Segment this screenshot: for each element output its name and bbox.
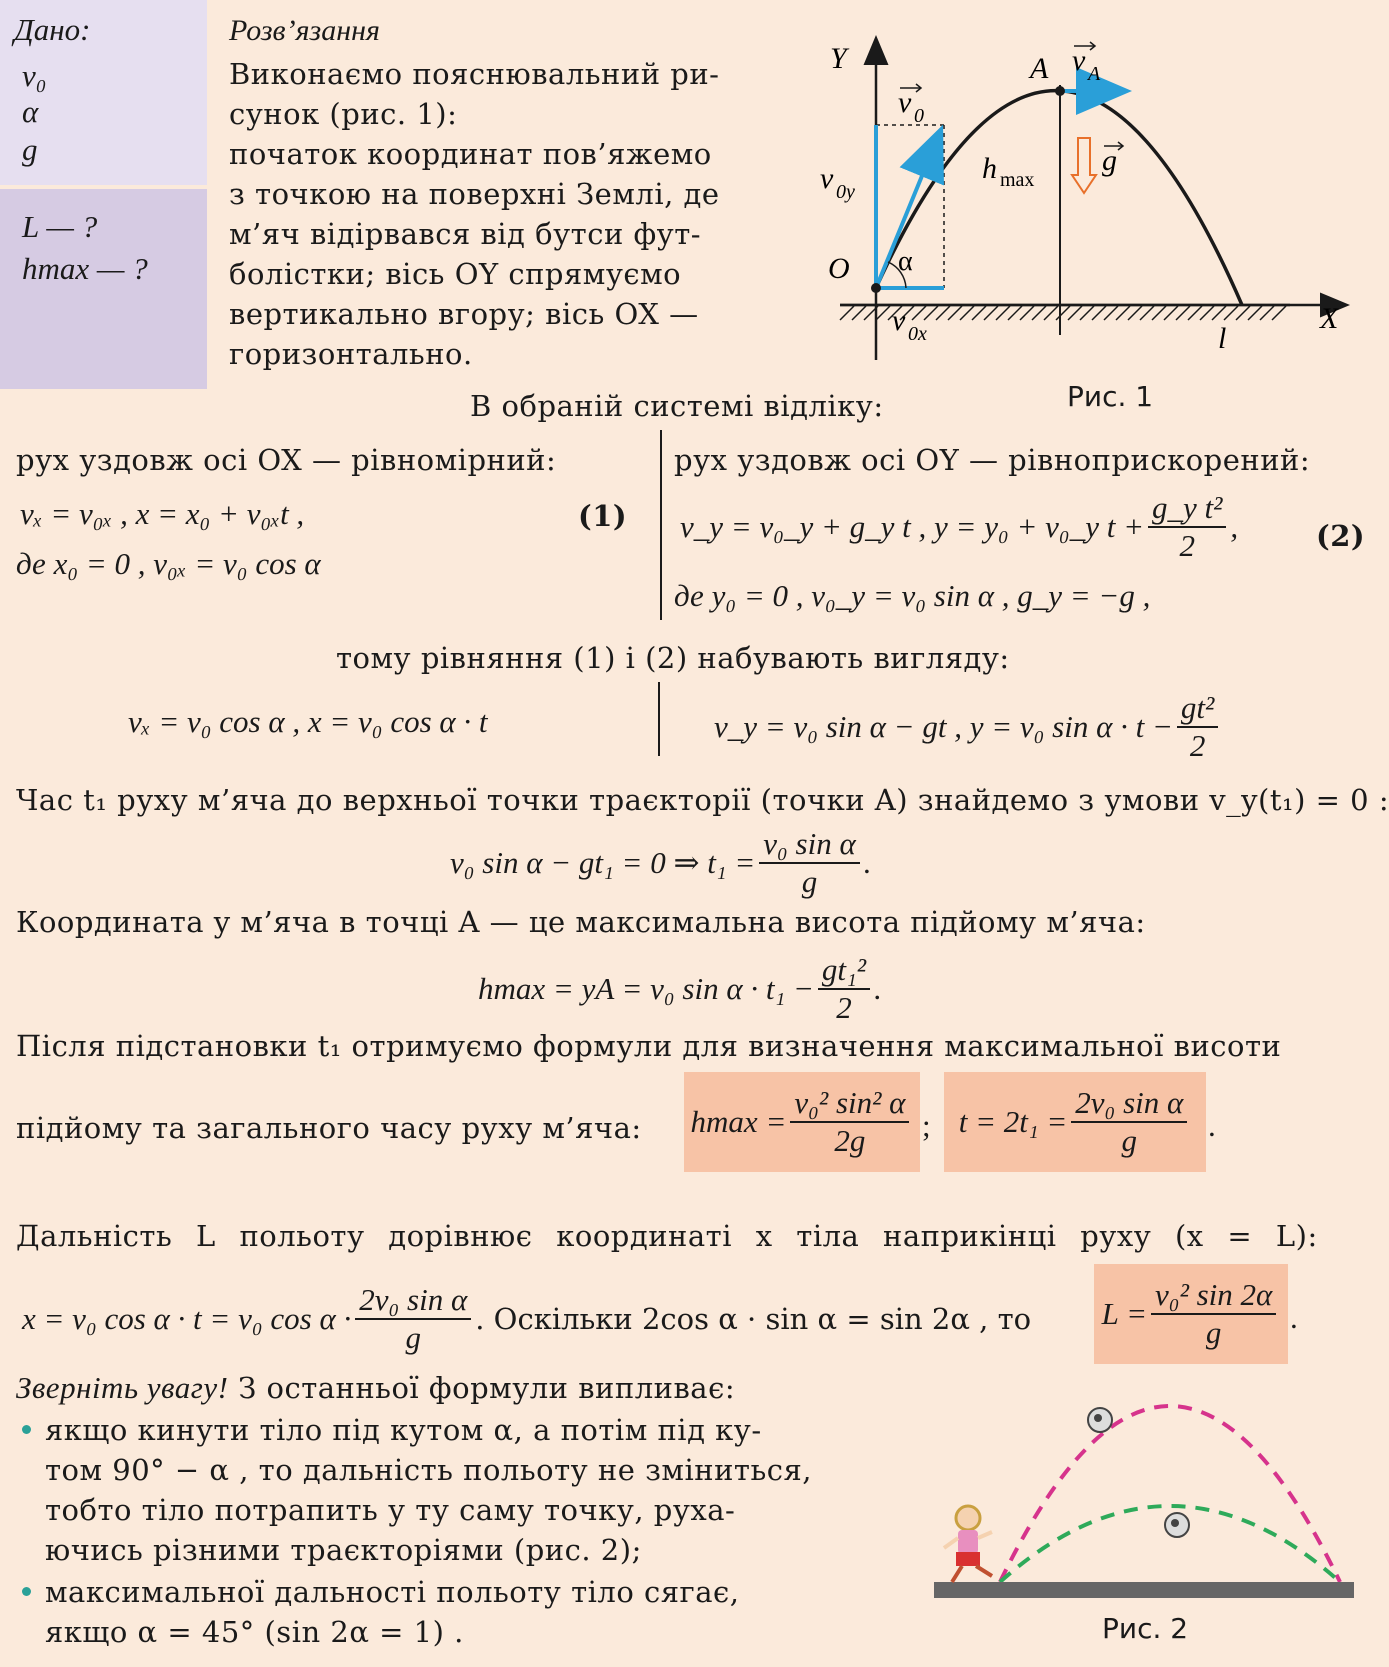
- eq-tag-2: (2): [1316, 519, 1366, 553]
- label-v0x-sub: 0x: [908, 323, 927, 345]
- figure1-trajectory-diagram: [820, 30, 1370, 370]
- eq-tag-1: (1): [578, 499, 628, 533]
- intro-line: м’яч відірвався від бутси фут-: [229, 217, 702, 251]
- label-y-axis: Y: [830, 42, 847, 75]
- frac-num: v₀ sin α: [759, 826, 860, 864]
- note-heading: [16, 1368, 735, 1408]
- bullet1-line: якщо кинути тіло під кутом α, а потім під ку-: [45, 1413, 762, 1447]
- time-eq: v₀ sin α − gt₁ = 0 ⇒ t₁ = $\frac{\text{v₀ sin α}}{g}$ .: [450, 826, 872, 899]
- subst-line1: Після підстановки t₁ отримуємо формули для визначення максимальної висоти: [16, 1029, 1282, 1063]
- coord-line: Координата y м’яча в точці A — це максимальна висота підйому м’яча:: [16, 905, 1146, 939]
- bullet1-line: ючись різними траєкторіями (рис. 2);: [45, 1533, 642, 1567]
- hmax-eq: hmax = yA = v₀ sin α · t₁ − $\frac{\text{gt₁²}}{2}$ .: [478, 952, 882, 1025]
- ground-bar: [934, 1582, 1354, 1598]
- formula-hmax-box: [684, 1072, 920, 1172]
- range-eq-fraction: [355, 1282, 471, 1356]
- hatch-mark: [1164, 306, 1178, 320]
- label-vA-sub: A: [1088, 63, 1101, 85]
- frac-num: gt₁²: [818, 952, 870, 990]
- hatch-mark: [1176, 306, 1190, 320]
- hatch-mark: [1116, 306, 1130, 320]
- note-bullet-1: [22, 1410, 822, 1570]
- hatch-mark: [1248, 306, 1262, 320]
- find-hmax: hmax — ?: [22, 251, 148, 286]
- eq-left-final: vₓ = v₀ cos α , x = v₀ cos α · t: [128, 704, 488, 739]
- transform-line: тому рівняння (1) і (2) набувають вигляду:: [336, 641, 1010, 675]
- apex-point: [1055, 86, 1065, 96]
- column-divider: [660, 430, 662, 620]
- ball-icon: [1165, 1513, 1189, 1537]
- ground-hatch: [840, 305, 1290, 320]
- label-v0y: v: [820, 162, 834, 195]
- figure2-caption: Рис. 2: [1102, 1612, 1189, 1645]
- frac-den: 2: [836, 990, 852, 1025]
- time-eq-fraction: [759, 826, 860, 900]
- eq-right-final: [714, 690, 1222, 764]
- hatch-mark: [960, 306, 974, 320]
- formula-L-box: [1094, 1264, 1288, 1364]
- frac-num: 2v₀ sin α: [1071, 1085, 1187, 1123]
- ball-icon: [1088, 1408, 1112, 1432]
- bullet-dot: [22, 1425, 31, 1434]
- frac-den: g: [1205, 1315, 1222, 1350]
- label-v0y-sub: 0y: [836, 181, 855, 203]
- given-alpha: α: [22, 94, 39, 129]
- label-hmax-sub: max: [1000, 169, 1035, 191]
- figure2-trajectories: [920, 1370, 1360, 1610]
- note-lead: Зверніть увагу!: [16, 1370, 229, 1405]
- player-icon: [944, 1506, 992, 1582]
- find-L: L — ?: [22, 209, 98, 244]
- formula-L-left: L =: [1101, 1296, 1148, 1331]
- label-l: l: [1218, 322, 1227, 355]
- solution-intro: [229, 54, 759, 374]
- hatch-mark: [1080, 306, 1094, 320]
- hatch-mark: [912, 306, 926, 320]
- label-v0x: v: [892, 304, 906, 337]
- hatch-mark: [924, 306, 938, 320]
- frac-num: g_y t²: [1148, 490, 1226, 528]
- right-eq1-fraction: [1148, 490, 1226, 564]
- origin-point: [871, 283, 881, 293]
- hatch-mark: [996, 306, 1010, 320]
- hatch-mark: [1236, 306, 1250, 320]
- hatch-mark: [1056, 306, 1070, 320]
- frac-den: 2g: [834, 1123, 866, 1158]
- semicolon: ;: [922, 1108, 931, 1143]
- hatch-mark: [1188, 306, 1202, 320]
- eq-right-final-fraction: [1177, 690, 1218, 764]
- bullet2-line: якщо α = 45° (sin 2α = 1) .: [45, 1615, 464, 1649]
- right-eq2: де y₀ = 0 , v₀_y = v₀ sin α , g_y = −g ,: [674, 578, 1151, 613]
- hatch-mark: [1068, 306, 1082, 320]
- left-eq1: vₓ = v₀ₓ , x = x₀ + v₀ₓt ,: [20, 496, 305, 531]
- intro-line: вертикально вгору; вісь OX —: [229, 297, 699, 331]
- formula-t-box: [944, 1072, 1206, 1172]
- eq-right-final-left: v_y = v₀ sin α − gt , y = v₀ sin α · t −: [714, 709, 1173, 744]
- hatch-mark: [840, 306, 854, 320]
- bullet-dot: [22, 1587, 31, 1596]
- formula-t-fraction: [1071, 1085, 1187, 1159]
- intro-line: горизонтально.: [229, 337, 473, 371]
- hatch-mark: [1272, 306, 1286, 320]
- solution-title: Розв’язання: [229, 14, 380, 47]
- period-L: .: [1290, 1300, 1298, 1335]
- hatch-mark: [852, 306, 866, 320]
- intro-line: сунок (рис. 1):: [229, 97, 458, 131]
- intro-line: болістки; вісь OY спрямуємо: [229, 257, 682, 291]
- frac-num: v₀² sin 2α: [1151, 1277, 1276, 1315]
- formula-hmax-left: hmax =: [690, 1104, 787, 1139]
- subst-line2: підйому та загального часу руху м’яча:: [16, 1111, 642, 1145]
- hatch-mark: [1020, 306, 1034, 320]
- hatch-mark: [1008, 306, 1022, 320]
- right-eq1: v_y = v₀_y + g_y t , y = y₀ + v₀_y t + $\frac{\text{g\_y t²}}{2}$ ,: [680, 490, 1239, 563]
- bullet1-line: тобто тіло потрапить у ту саму точку, руха-: [45, 1493, 736, 1527]
- note-bullet-2: [22, 1572, 822, 1652]
- frac-den: 2: [1189, 728, 1206, 763]
- time-eq-left: v₀ sin α − gt₁ = 0 ⇒ t₁ =: [450, 845, 756, 880]
- hatch-mark: [1044, 306, 1058, 320]
- frac-num: v₀² sin² α: [790, 1085, 909, 1123]
- hatch-mark: [1212, 306, 1226, 320]
- hmax-eq-fraction: [818, 952, 870, 1026]
- hatch-mark: [1200, 306, 1214, 320]
- hatch-mark: [1128, 306, 1142, 320]
- formula-hmax-fraction: [790, 1085, 909, 1159]
- hatch-mark: [984, 306, 998, 320]
- find-panel: [0, 189, 207, 389]
- hatch-mark: [1104, 306, 1118, 320]
- label-point-a: A: [1030, 52, 1049, 85]
- high-trajectory: [1000, 1406, 1340, 1582]
- hmax-eq-left: hmax = yA = v₀ sin α · t₁ −: [478, 971, 814, 1006]
- frac-den: g: [1121, 1123, 1138, 1158]
- frac-den: g: [405, 1320, 421, 1355]
- time-line: Час t₁ руху м’яча до верхньої точки траєкторії (точки A) знайдемо з умови v_y(t₁) = 0 :: [16, 783, 1389, 817]
- intro-line: з точкою на поверхні Землі, де: [229, 177, 720, 211]
- label-origin: O: [828, 252, 850, 285]
- frac-den: g: [801, 864, 818, 899]
- intro-line: Виконаємо пояснювальний ри-: [229, 57, 720, 91]
- given-g: g: [22, 132, 38, 167]
- label-v0: v: [898, 86, 912, 119]
- hatch-mark: [1152, 306, 1166, 320]
- hatch-mark: [1032, 306, 1046, 320]
- intro-line: початок координат пов’яжемо: [229, 137, 712, 171]
- note-rest: З останньої формули випливає:: [228, 1371, 736, 1405]
- hatch-mark: [948, 306, 962, 320]
- hatch-mark: [1092, 306, 1106, 320]
- bullet2-line: максимальної дальності польоту тіло сягає,: [45, 1575, 740, 1609]
- hatch-mark: [1260, 306, 1274, 320]
- label-g: g: [1102, 144, 1117, 177]
- left-eq2: де x₀ = 0 , v₀ₓ = v₀ cos α: [16, 546, 321, 581]
- hatch-mark: [936, 306, 950, 320]
- gravity-arrow: [1072, 138, 1096, 193]
- period: .: [1208, 1108, 1216, 1143]
- right-eq1-left: v_y = v₀_y + g_y t , y = y₀ + v₀_y t +: [680, 509, 1144, 544]
- frac-num: 2v₀ sin α: [355, 1282, 471, 1320]
- range-eq-mid: . Оскільки 2cos α · sin α = sin 2α , то: [475, 1302, 1032, 1336]
- left-heading: рух уздовж осі OX — рівномірний:: [16, 443, 557, 477]
- given-panel: [0, 0, 207, 185]
- given-header: Дано:: [14, 12, 91, 47]
- frac-den: 2: [1179, 528, 1195, 563]
- label-x-axis: X: [1320, 302, 1339, 335]
- figure1-caption: Рис. 1: [1067, 380, 1154, 413]
- hatch-mark: [876, 306, 890, 320]
- range-line: Дальність L польоту дорівнює координаті x тіла наприкінці руху (x = L):: [16, 1219, 1318, 1253]
- hatch-mark: [1140, 306, 1154, 320]
- label-vA: v: [1072, 44, 1086, 77]
- hatch-mark: [972, 306, 986, 320]
- frame-line: В обраній системі відліку:: [470, 389, 884, 423]
- bullet1-line: том 90° − α , то дальність польоту не зміниться,: [45, 1453, 813, 1487]
- label-hmax: h: [982, 152, 997, 185]
- range-eq-left: x = v₀ cos α · t = v₀ cos α ·: [22, 1301, 352, 1336]
- given-v0: v₀: [22, 58, 47, 93]
- range-eq: [22, 1282, 1031, 1356]
- label-alpha: α: [898, 246, 913, 277]
- right-heading: рух уздовж осі OY — рівноприскорений:: [674, 443, 1311, 477]
- label-v0-sub: 0: [914, 105, 924, 127]
- hatch-mark: [1224, 306, 1238, 320]
- column-divider-2: [658, 682, 660, 756]
- formula-L-fraction: [1151, 1277, 1276, 1351]
- formula-t-left: t = 2t₁ =: [958, 1104, 1068, 1139]
- frac-num: gt²: [1177, 690, 1218, 728]
